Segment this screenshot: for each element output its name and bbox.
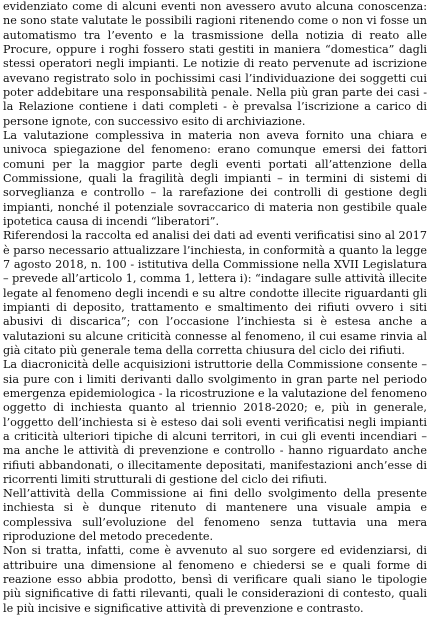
paragraph-commission-approach: Nell’attività della Commissione ai fini dello svolgimento della presente inchiesta si è dunque ritenuto di mantenere una visuale ampia e complessiva sull’evoluzione del fenomeno senza tuttavia una mera riproduzione del metodo precedente.: [3, 487, 427, 544]
paragraph-objectives: Non si tratta, infatti, come è avvenuto al suo sorgere ed evidenziarsi, di attribuire una dimensione al fenomeno e chiedersi se e quali forme di reazione esso abbia prodotto, bensì di verificare quali siano le tipologie più significative di fatti rilevanti, quali le considerazioni di contesto, quali le più incisive e significative attività di prevenzione e contrasto.: [3, 544, 427, 615]
paragraph-overall-assessment: La valutazione complessiva in materia non aveva fornito una chiara e univoca spiegazione del fenomeno: erano comunque emersi dei fattori comuni per la maggior parte degli eventi portati all’attenzione della Commissione, quali la fragilità degli impianti – in termini di sistemi di sorveglianza e controllo – la rarefazione dei controlli di gestione degli impianti, nonché il potenziale sovraccarico di materia non gestibile quale ipotetica causa di incendi “liberatori”.: [3, 128, 427, 228]
paragraph-diachronic-analysis: La diacronicità delle acquisizioni istruttorie della Commissione consente – sia pure con i limiti derivanti dallo svolgimento in gran parte nel periodo emergenza epidemiologica - la ricostruzione e la valutazione del fenomeno oggetto di inchiesta quanto al triennio 2018-2020; e, più in generale, l’oggetto dell’inchiesta si è esteso dai soli eventi verificatisi negli impianti a criticità ulteriori tipiche di alcuni territori, in cui gli eventi incendiari – ma anche le attività di prevenzione e controllo - hanno riguardato anche rifiuti abbandonati, o illecitamente depositati, manifestazioni anch’esse di ricorrenti limiti strutturali di gestione del ciclo dei rifiuti.: [3, 358, 427, 486]
paragraph-inquiry-update: Riferendosi la raccolta ed analisi dei dati ad eventi verificatisi sino al 2017 è parso necessario attualizzare l’inchiesta, in conformità a quanto la legge 7 agosto 2018, n. 100 - istitutiva della Commissione nella XVII Legislatura – prevede all’articolo 1, comma 1, lettera i): “indagare sulle attività illecite legate al fenomeno degli incendi e su altre condotte illecite riguardanti gli impianti di deposito, trattamento e smaltimento dei rifiuti ovvero i siti abusivi di discarica”; con l’occasione l’inchiesta si è estesa anche a valutazioni su alcune criticità connesse al fenomeno, il cui esame rinvia al già citato più generale tema della corretta chiusura del ciclo dei rifiuti.: [3, 229, 427, 357]
paragraph-incident-awareness: evidenziato come di alcuni eventi non avessero avuto alcuna conoscenza: ne sono state valutate le possibili ragioni ritenendo come o non vi fosse un automatismo tra l’evento e la trasmissione della notizia di reato alle Procure, oppure i roghi fossero stati gestiti in maniera “domestica” dagli stessi operatori negli impianti. Le notizie di reato pervenute ad iscrizione avevano registrato solo in pochissimi casi l’individuazione dei soggetti cui poter addebitare una responsabilità penale. Nella più gran parte dei casi - la Relazione contiene i dati completi - è prevalsa l’iscrizione a carico di persone ignote, con successivo esito di archiviazione.: [3, 0, 427, 128]
document-body: [3, 0, 427, 616]
